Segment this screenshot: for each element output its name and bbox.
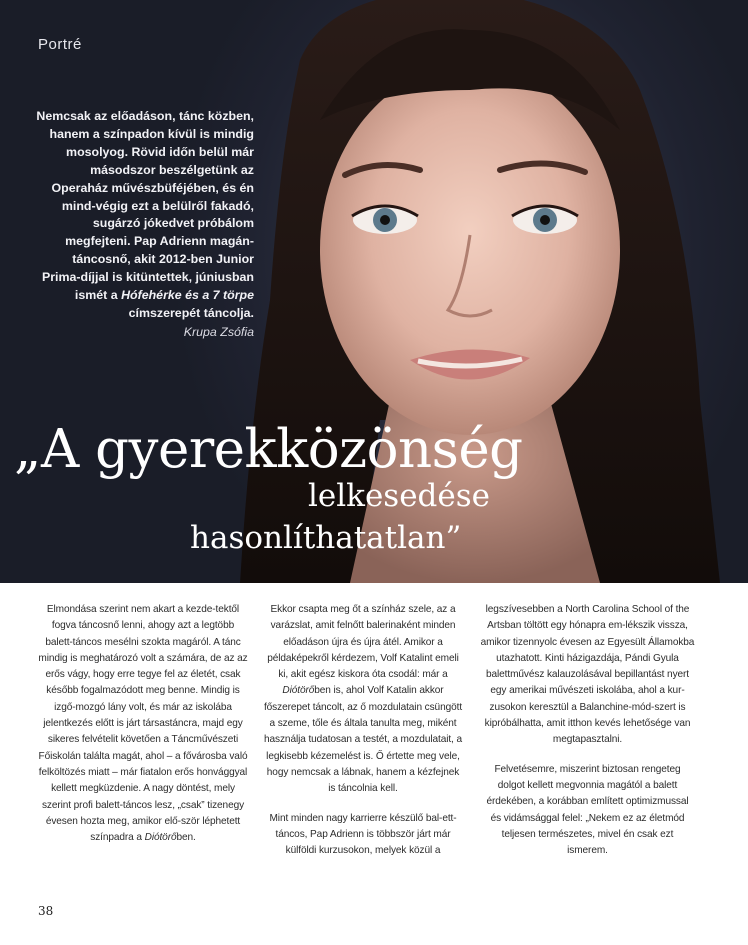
column-3-paragraph-2: Felvetésemre, miszerint biztosan rengeteg dolgot kellett megvonnia magától a balett érdekében, a korábban említett optimizmussal és vidámsággal felel: „Nekem ez az életmód teljesen természetes, mivel én csak ezt ismerem. (486, 763, 689, 857)
article-column-3 (480, 602, 695, 872)
col2-italic-title: Diótörő (282, 685, 315, 697)
lead-title-italic: Hófehérke és a 7 törpe (121, 288, 254, 303)
article-column-1 (38, 602, 248, 859)
column-3-paragraph-1: legszívesebben a North Carolina School of the Artsban töltött egy hónapra em-lékszik vissza, amikor tizennyolc évesen az Egyesült Államokba utazhatott. Kinti házigazdája, Pándi Gyula balettművész kalauzolásával bepillantást nyert egy amerikai művészeti iskolába, ahol a kur-zusokon keresztül a Balanchine-mód-szert is kipróbálhatta, amit itthon kevés lehetősége van megtapasztalni. (480, 604, 695, 746)
col1-italic-title: Diótörő (144, 832, 177, 844)
headline-line-2: lelkesedése (308, 478, 491, 514)
section-label: Portré (38, 36, 82, 53)
col1-text-before: Elmondása szerint nem akart a kezde-tektől fogva táncosnő lenni, ahogy azt a legtöbb balett-táncos mesélni szokta magáról. A tánc mindig is meghatározó volt a számára, de az az erős vágy, hogy erre tegye fel az életét, csak később fogalmazódott meg benne. Mindig is izgő-mozgó lány volt, és már az iskolába jelentkezés előtt is járt társastáncra, majd egy sikeres felvételit követően a Táncművészeti Főiskolán találta magát, ahol – a fővárosba való felköltözés miatt – már fiatalon erős honvággyal kellett megküzdenie. A nagy döntést, mely szerint profi balett-táncos lesz, „csak” tizenegy évesen hozta meg, amikor elő-ször léphetett színpadra a (38, 604, 248, 844)
lead-text-before: Nemcsak az előadáson, tánc közben, hanem a színpadon kívül is mindig mosolyog. Rövid időn belül már másodszor beszélgetünk az Operaház művészbüféjében, és én mind-végig ezt a belülről fakadó, sugárzó jókedvet próbálom megfejteni. Pap Adrienn magán-táncosnő, akit 2012-ben Junior Prima-díjjal is kitüntettek, júniusban ismét a (36, 109, 254, 303)
article-column-2 (262, 602, 464, 872)
headline-line-1: „A gyerekközönség (14, 419, 523, 480)
col2-text-before: Ekkor csapta meg őt a színház szele, az a varázslat, amit felnőtt balerinaként minden előadáson újra és újra átél. Amikor a példaképekről kérdezem, Volf Katalint emeli ki, akit egész kiskora óta csodál: már a (267, 604, 459, 681)
headline-line-3: hasonlíthatatlan” (190, 520, 462, 556)
author-name: Krupa Zsófia (183, 324, 254, 339)
lead-text-after: címszerepét táncolja. (128, 305, 254, 320)
lead-paragraph (36, 108, 254, 342)
column-1-paragraph-1 (38, 602, 248, 846)
column-2-paragraph-1 (262, 602, 464, 798)
col1-text-after: ben. (176, 832, 196, 844)
page-number: 38 (38, 904, 54, 918)
col2-text-after: ben is, ahol Volf Katalin akkor főszerepet táncolt, az ő mozdulatain csüngött a szeme, tőle és általa tanulta meg, miként használja tudatosan a testét, a mozdulatait, a legkisebb kézemelést is. Ő értette meg vele, hogy nemcsak a lábnak, hanem a kézfejnek is táncolnia kell. (263, 685, 463, 795)
column-2-paragraph-2: Mint minden nagy karrierre készülő bal-ett-táncos, Pap Adrienn is többször járt már külföldi kurzusokon, melyek közül a (269, 812, 457, 857)
